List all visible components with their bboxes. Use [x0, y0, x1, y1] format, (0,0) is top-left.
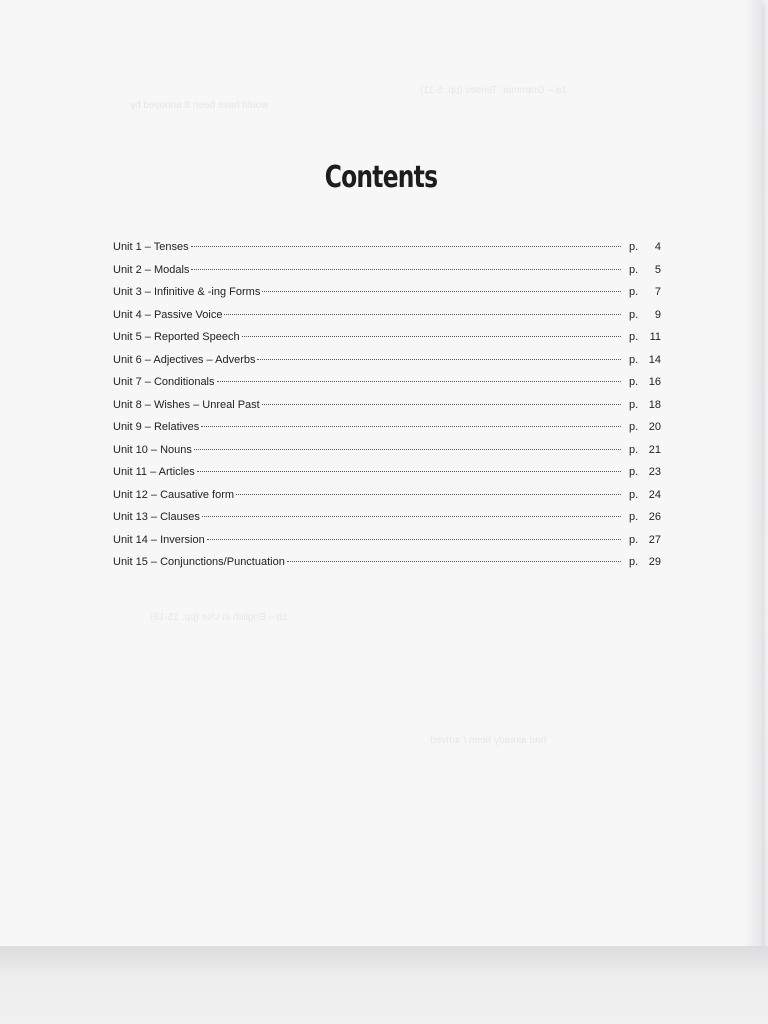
- dot-leader: [207, 539, 621, 540]
- dot-leader: [217, 381, 621, 382]
- toc-entry-page: [629, 241, 661, 253]
- paper-edge-shadow: [744, 0, 762, 946]
- toc-entry: [113, 241, 661, 264]
- page-prefix: p.: [629, 488, 639, 501]
- toc-entry-label: Unit 3 – Infinitive & -ing Forms: [113, 286, 261, 298]
- page-number: 21: [648, 443, 661, 456]
- toc-entry-page: [629, 489, 661, 501]
- toc-entry-label: Unit 6 – Adjectives – Adverbs: [113, 353, 256, 366]
- toc-entry: [113, 489, 661, 512]
- toc-entry: [113, 444, 661, 467]
- page-prefix: p.: [629, 511, 639, 523]
- toc-entry-page: [629, 421, 661, 433]
- page-number: 4: [654, 241, 661, 253]
- page-number: 5: [654, 263, 661, 276]
- dot-leader: [257, 359, 621, 360]
- toc-entry: [113, 421, 661, 444]
- page-number: 14: [648, 353, 661, 366]
- dot-leader: [262, 404, 621, 405]
- toc-entry: [113, 331, 661, 354]
- page-number: 18: [648, 398, 661, 411]
- dot-leader: [262, 291, 621, 292]
- toc-entry: [113, 264, 661, 287]
- toc-entry-page: [629, 264, 661, 276]
- toc-entry-page: [629, 399, 661, 411]
- page-prefix: p.: [629, 556, 639, 568]
- toc-entry-label: Unit 10 – Nouns: [113, 443, 192, 456]
- page-prefix: p.: [629, 376, 639, 388]
- page-prefix: p.: [629, 466, 639, 478]
- page-number: 7: [654, 286, 661, 298]
- table-of-contents: [113, 241, 661, 579]
- page-prefix: p.: [629, 263, 639, 276]
- page-prefix: p.: [629, 443, 639, 456]
- toc-entry-page: [629, 376, 661, 388]
- page-number: 27: [648, 533, 661, 546]
- scanner-bed: [0, 946, 768, 1024]
- toc-entry-label: Unit 14 – Inversion: [113, 533, 205, 546]
- bleed-through-text: would have been 8 annoyed by: [130, 100, 269, 111]
- page-number: 29: [648, 556, 661, 568]
- page-number: 20: [648, 421, 661, 433]
- toc-entry-page: [629, 286, 661, 298]
- toc-entry: [113, 309, 661, 332]
- toc-entry: [113, 399, 661, 422]
- toc-entry-label: Unit 2 – Modals: [113, 263, 190, 276]
- toc-entry-label: Unit 4 – Passive Voice: [113, 308, 223, 321]
- toc-entry: [113, 556, 661, 579]
- toc-entry: [113, 286, 661, 309]
- dot-leader: [287, 561, 621, 562]
- toc-entry-label: Unit 1 – Tenses: [113, 241, 189, 253]
- toc-entry-page: [629, 534, 661, 546]
- toc-entry: [113, 376, 661, 399]
- page-prefix: p.: [629, 308, 639, 321]
- bleed-through-text: had already been / arrived: [430, 735, 547, 746]
- toc-entry-page: [629, 466, 661, 478]
- page-title: Contents: [324, 160, 438, 195]
- toc-entry-label: Unit 8 – Wishes – Unreal Past: [113, 398, 260, 411]
- page-prefix: p.: [629, 286, 639, 298]
- toc-entry-page: [629, 556, 661, 568]
- toc-entry-page: [629, 331, 661, 343]
- page-prefix: p.: [629, 421, 639, 433]
- toc-entry-page: [629, 354, 661, 366]
- dot-leader: [191, 269, 621, 270]
- dot-leader: [202, 516, 621, 517]
- page-number: 26: [648, 511, 661, 523]
- bleed-through-text: 1b – English in Use (pp. 15-18): [150, 612, 288, 623]
- toc-entry-label: Unit 12 – Causative form: [113, 488, 235, 501]
- page-number: 11: [649, 331, 661, 343]
- page-number: 23: [648, 466, 661, 478]
- toc-entry-label: Unit 13 – Clauses: [113, 511, 200, 523]
- dot-leader: [191, 246, 621, 247]
- toc-entry-page: [629, 511, 661, 523]
- toc-entry: [113, 534, 661, 557]
- toc-entry-label: Unit 15 – Conjunctions/Punctuation: [113, 556, 285, 568]
- page-prefix: p.: [629, 241, 639, 253]
- toc-entry: [113, 466, 661, 489]
- page-prefix: p.: [629, 533, 639, 546]
- toc-entry-label: Unit 7 – Conditionals: [113, 376, 215, 388]
- page-number: 9: [654, 308, 661, 321]
- dot-leader: [242, 336, 621, 337]
- dot-leader: [201, 426, 621, 427]
- toc-entry: [113, 511, 661, 534]
- page-prefix: p.: [629, 398, 639, 411]
- dot-leader: [197, 471, 621, 472]
- page-prefix: p.: [629, 331, 639, 343]
- page-number: 24: [648, 488, 661, 501]
- toc-entry-page: [629, 444, 661, 456]
- dot-leader: [224, 314, 621, 315]
- toc-entry-label: Unit 9 – Relatives: [113, 421, 200, 433]
- toc-entry-label: Unit 11 – Articles: [113, 466, 195, 478]
- page-prefix: p.: [629, 353, 639, 366]
- toc-entry-page: [629, 309, 661, 321]
- page-number: 16: [648, 376, 661, 388]
- dot-leader: [194, 449, 621, 450]
- bleed-through-text: 1a – Grammar: Tenses (pp. 5-11): [420, 85, 567, 96]
- toc-entry-label: Unit 5 – Reported Speech: [113, 331, 240, 343]
- dot-leader: [236, 494, 621, 495]
- toc-entry: [113, 354, 661, 377]
